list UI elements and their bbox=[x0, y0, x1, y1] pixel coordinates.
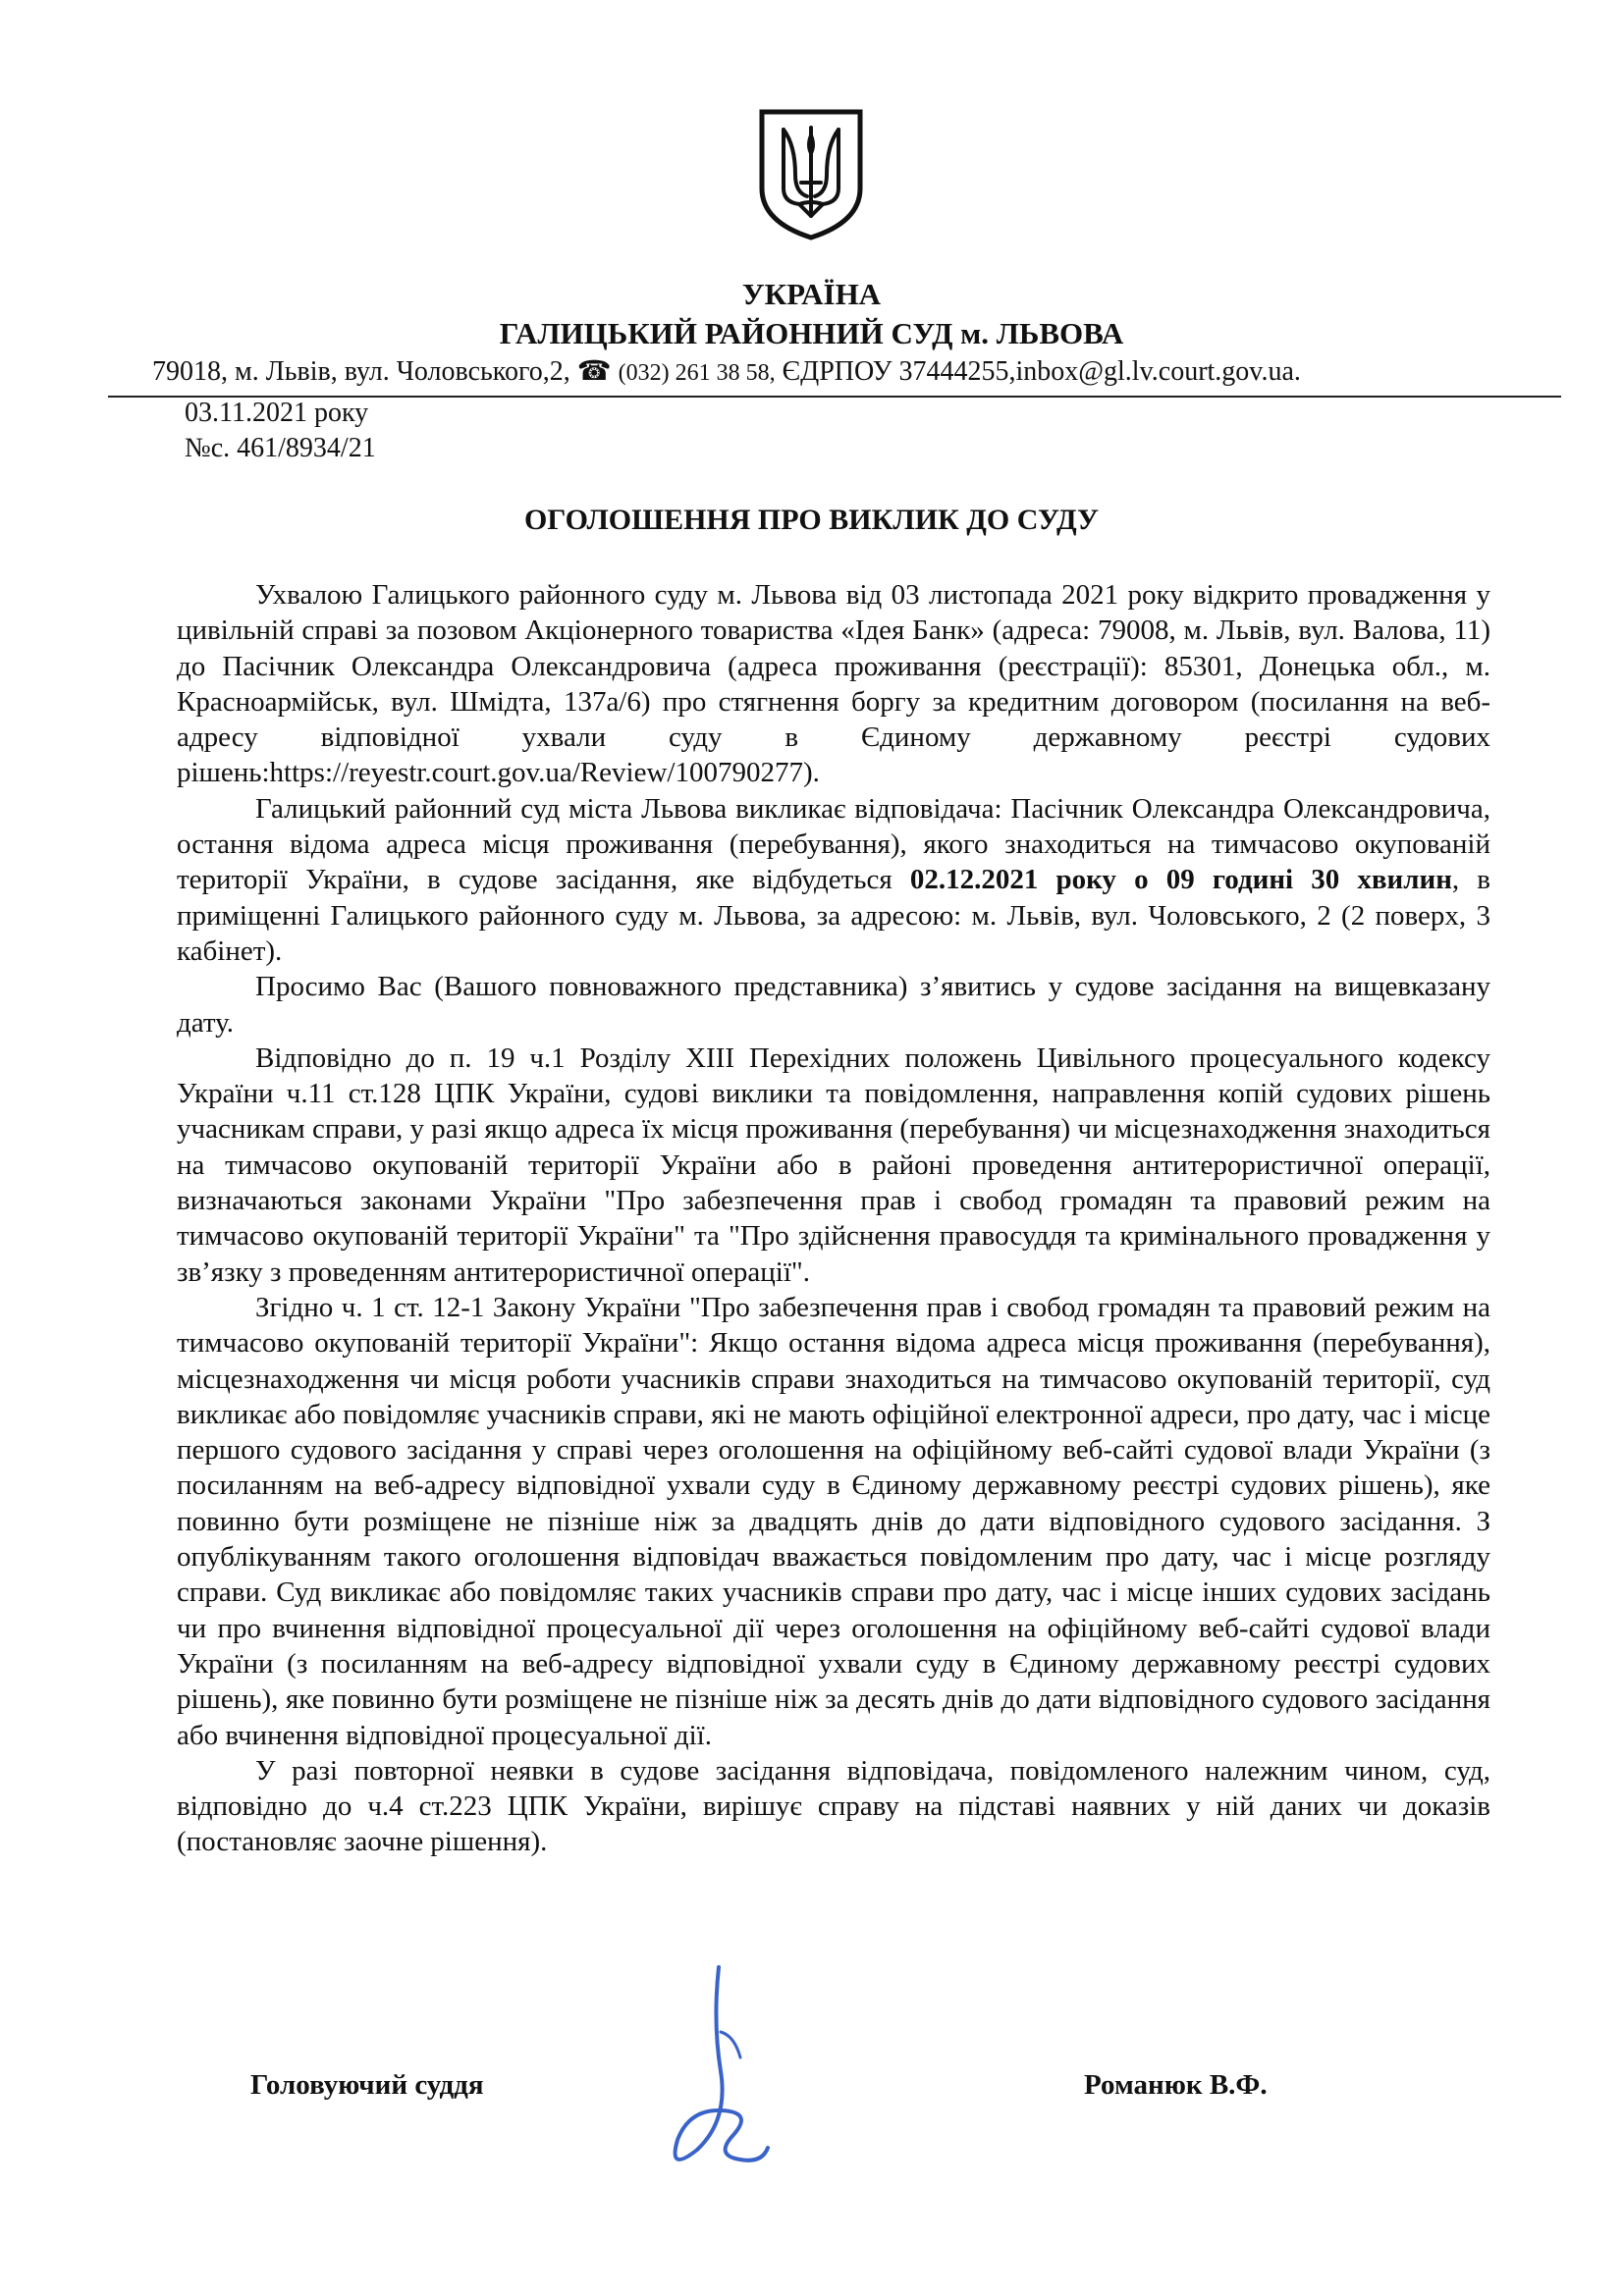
telephone-icon: ☎ bbox=[576, 356, 612, 387]
court-edrpou-email: ЄДРПОУ 37444255,inbox@gl.lv.court.gov.ua. bbox=[782, 356, 1301, 387]
court-address: 79018, м. Львів, вул. Чоловського,2, bbox=[152, 356, 570, 387]
hearing-location-text: , в приміщенні Галицького районного суду м. Львова, за адресою: м. Львів, вул. Чоловського, 2 (2 поверх, 3 кабінет). bbox=[177, 864, 1490, 967]
body-paragraph: Просимо Вас (Вашого повноважного представника) з’явитись у судове засідання на вищевказану дату. bbox=[177, 971, 1490, 1039]
body-paragraph: Згідно ч. 1 ст. 12-1 Закону України "Про забезпечення прав і свобод громадян та правовий режим на тимчасово окупованій території України": Якщо остання відома адреса місця проживання (перебування), місцезнаходження чи місця роботи учасників справи знаходиться на тимчасово окупованій території, суд викликає або повідомляє учасників справи, які не мають офіційної електронної адреси, про дату, час і місце першого судового засідання у справі через оголошення на офіційному веб-сайті судової влади України (з посиланням на веб-адресу відповідної ухвали суду в Єдиному державному реєстрі судових рішень), яке повинно бути розміщене не пізніше ніж за двадцять днів до дати відповідного судового засідання. З опублікуванням такого оголошення відповідач вважається повідомленим про дату, час і місце розгляду справи. Суд викликає або повідомляє таких учасників справи про дату, час і місце інших судових засідань чи про вчинення відповідної процесуальної дії через оголошення на офіційному веб-сайті судової влади України (з посиланням на веб-адресу відповідної ухвали суду в Єдиному державному реєстрі судових рішень), яке повинно бути розміщене не пізніше ніж за десять днів до дати відповідного судового засідання або вчинення відповідної процесуальної дії. bbox=[177, 1291, 1490, 1751]
coat-of-arms-icon bbox=[756, 106, 866, 243]
court-heading: ГАЛИЦЬКИЙ РАЙОННИЙ СУД м. ЛЬВОВА bbox=[499, 316, 1124, 350]
document-body bbox=[177, 577, 1490, 1860]
hearing-datetime: 02.12.2021 року о 09 годині 30 хвилин bbox=[909, 864, 1452, 896]
case-number: №с. 461/8934/21 bbox=[185, 433, 376, 463]
handwritten-signature bbox=[638, 1963, 795, 2179]
letterhead-address-line bbox=[152, 354, 1556, 388]
document-title: ОГОЛОШЕННЯ ПРО ВИКЛИК ДО СУДУ bbox=[523, 504, 1100, 536]
body-paragraph bbox=[177, 791, 1490, 969]
document-date: 03.11.2021 року bbox=[185, 398, 369, 428]
body-paragraph: Ухвалою Галицького районного суду м. Львова від 03 листопада 2021 року відкрито провадження у цивільній справі за позовом Акціонерного товариства «Ідея Банк» (адреса: 79008, м. Львів, вул. Валова, 11) до Пасічник Олександра Олександровича (адреса проживання (реєстрації): 85301, Донецька обл., м. Красноармійськ, вул. Шмідта, 137а/6) про стягнення боргу за кредитним договором (посилання на веб-адресу відповідної ухвали суду в Єдиному державному реєстрі судових рішень:https://reyestr.court.gov.ua/Review/100790277). bbox=[177, 579, 1490, 789]
hearing-notice-text: Галицький районний суд міста Львова викликає відповідача: Пасічник Олександра Олександровича, остання відома адреса місця проживання (перебування), якого знаходиться на тимчасово окупованій території України, в судове засідання, яке відбудеться bbox=[177, 792, 1490, 896]
body-paragraph: У разі повторної неявки в судове засідання відповідача, повідомленого належним чином, суд, відповідно до ч.4 ст.223 ЦПК України, вирішує справу на підставі наявних у ній даних чи доказів (постановляє заочне рішення). bbox=[177, 1754, 1490, 1858]
body-paragraph: Відповідно до п. 19 ч.1 Розділу XIII Перехідних положень Цивільного процесуального кодексу України ч.11 ст.128 ЦПК України, судові виклики та повідомлення, направлення копій судових рішень учасникам справи, у разі якщо адреса їх місця проживання (перебування) чи місцезнаходження знаходиться на тимчасово окупованій території України або в районі проведення антитерористичної операції, визначаються законами України "Про забезпечення прав і свобод громадян та правовий режим на тимчасово окупованій території України" та "Про здійснення правосуддя та кримінального провадження у зв’язку з проведенням антитерористичної операції". bbox=[177, 1041, 1490, 1288]
country-heading: УКРАЇНА bbox=[741, 277, 882, 311]
judge-name: Романюк В.Ф. bbox=[1084, 2069, 1268, 2101]
presiding-judge-label: Головуючий суддя bbox=[250, 2069, 484, 2101]
court-phone: (032) 261 38 58, bbox=[618, 360, 776, 386]
